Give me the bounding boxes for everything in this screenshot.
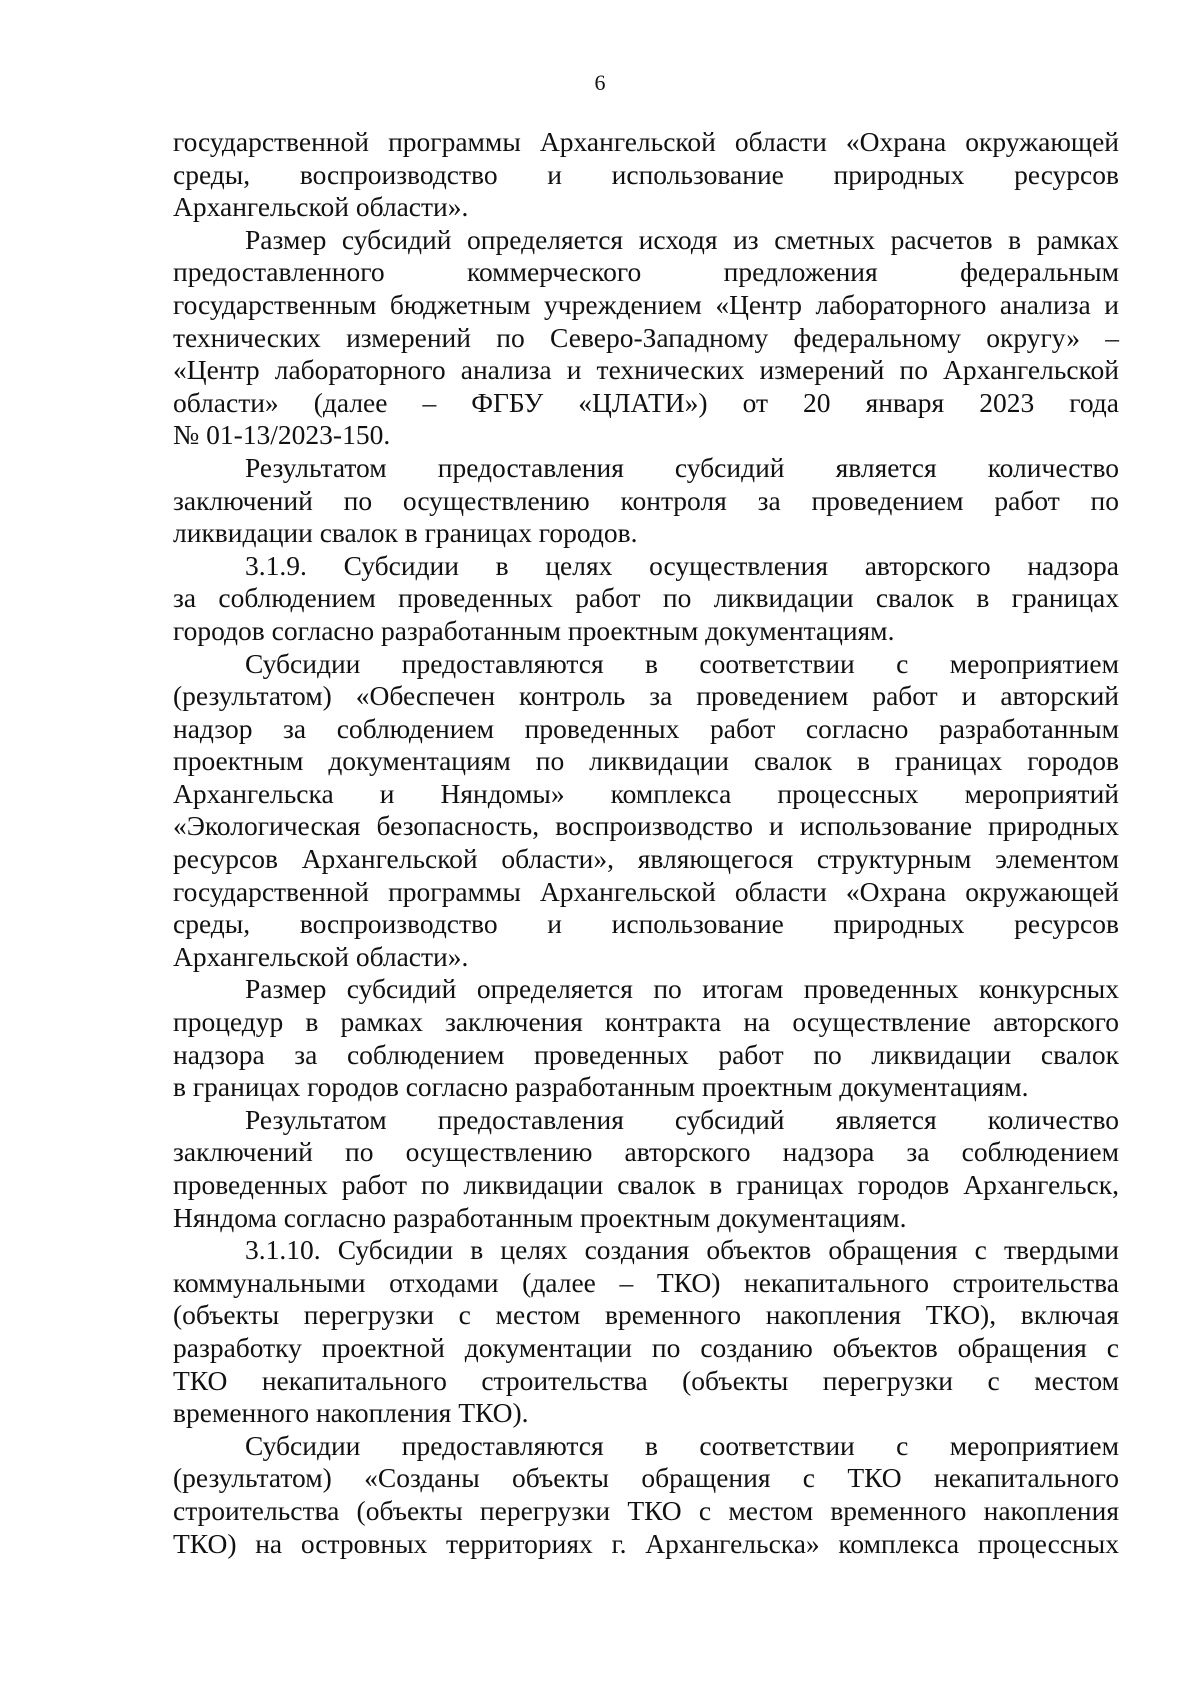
- text-line: заключений по осуществлению контроля за проведением работ по: [173, 484, 1119, 516]
- text-line: Размер субсидий определяется по итогам проведенных конкурсных: [245, 973, 1119, 1005]
- text-line: коммунальными отходами (далее – ТКО) некапитального строительства: [173, 1266, 1119, 1298]
- paragraph: [173, 973, 1119, 1103]
- text-line: разработку проектной документации по созданию объектов обращения с: [173, 1331, 1119, 1363]
- text-line: ресурсов Архангельской области», являющегося структурным элементом: [173, 843, 1119, 875]
- text-line: государственной программы Архангельской области «Охрана окружающей: [173, 875, 1119, 907]
- paragraph: [173, 452, 1119, 550]
- text-line: (результатом) «Созданы объекты обращения с ТКО некапитального: [173, 1462, 1119, 1494]
- text-line: за соблюдением проведенных работ по ликвидации свалок в границах: [173, 582, 1119, 614]
- paragraph: [173, 550, 1119, 648]
- text-line: Размер субсидий определяется исходя из сметных расчетов в рамках: [245, 223, 1119, 255]
- text-line: среды, воспроизводство и использование природных ресурсов: [173, 158, 1119, 190]
- text-line: Результатом предоставления субсидий является количество: [245, 1103, 1119, 1135]
- text-line: «Экологическая безопасность, воспроизводство и использование природных: [173, 810, 1119, 842]
- text-line: (объекты перегрузки с местом временного накопления ТКО), включая: [173, 1299, 1119, 1331]
- text-line: в границах городов согласно разработанным проектным документациям.: [173, 1071, 1029, 1103]
- text-line: области» (далее – ФГБУ «ЦЛАТИ») от 20 января 2023 года: [173, 386, 1119, 418]
- paragraph: [173, 1430, 1119, 1560]
- text-line: № 01-13/2023-150.: [173, 419, 391, 451]
- text-line: предоставленного коммерческого предложения федеральным: [173, 256, 1119, 288]
- paragraph: [173, 224, 1119, 452]
- text-line: процедур в рамках заключения контракта на осуществление авторского: [173, 1006, 1119, 1038]
- text-line: (результатом) «Обеспечен контроль за проведением работ и авторский: [173, 680, 1119, 712]
- text-line: среды, воспроизводство и использование природных ресурсов: [173, 908, 1119, 940]
- paragraph: [173, 648, 1119, 974]
- text-line: заключений по осуществлению авторского надзора за соблюдением: [173, 1136, 1119, 1168]
- text-line: ТКО) на островных территориях г. Архангельска» комплекса процессных: [173, 1527, 1119, 1559]
- text-line: 3.1.9. Субсидии в целях осуществления авторского надзора: [245, 549, 1119, 581]
- text-line: надзор за соблюдением проведенных работ согласно разработанным: [173, 712, 1119, 744]
- text-line: строительства (объекты перегрузки ТКО с местом временного накопления: [173, 1494, 1119, 1526]
- paragraph: [173, 1104, 1119, 1234]
- text-line: Результатом предоставления субсидий является количество: [245, 451, 1119, 483]
- text-line: технических измерений по Северо-Западному федеральному округу» –: [173, 321, 1119, 353]
- paragraph: [173, 126, 1119, 224]
- text-line: государственной программы Архангельской области «Охрана окружающей: [173, 126, 1119, 157]
- text-line: Архангельска и Няндомы» комплекса процессных мероприятий: [173, 777, 1119, 809]
- paragraph: [173, 1234, 1119, 1430]
- text-line: надзора за соблюдением проведенных работ по ликвидации свалок: [173, 1038, 1119, 1070]
- text-line: Архангельской области».: [173, 191, 469, 223]
- text-line: проведенных работ по ликвидации свалок в границах городов Архангельск,: [173, 1169, 1119, 1200]
- text-line: городов согласно разработанным проектным документациям.: [173, 614, 895, 646]
- text-line: Субсидии предоставляются в соответствии с мероприятием: [245, 1429, 1119, 1461]
- text-line: государственным бюджетным учреждением «Центр лабораторного анализа и: [173, 288, 1119, 320]
- text-line: «Центр лабораторного анализа и технических измерений по Архангельской: [173, 354, 1119, 386]
- page-number: 6: [594, 70, 606, 95]
- text-line: Архангельской области».: [173, 940, 469, 972]
- text-line: ТКО некапитального строительства (объекты перегрузки с местом: [173, 1364, 1119, 1396]
- document-body: [173, 126, 1119, 1560]
- text-line: Субсидии предоставляются в соответствии с мероприятием: [245, 647, 1119, 679]
- text-line: временного накопления ТКО).: [173, 1397, 529, 1429]
- text-line: Няндома согласно разработанным проектным документациям.: [173, 1201, 907, 1233]
- text-line: проектным документациям по ликвидации свалок в границах городов: [173, 745, 1119, 777]
- text-line: 3.1.10. Субсидии в целях создания объектов обращения с твердыми: [245, 1234, 1119, 1266]
- text-line: ликвидации свалок в границах городов.: [173, 517, 638, 549]
